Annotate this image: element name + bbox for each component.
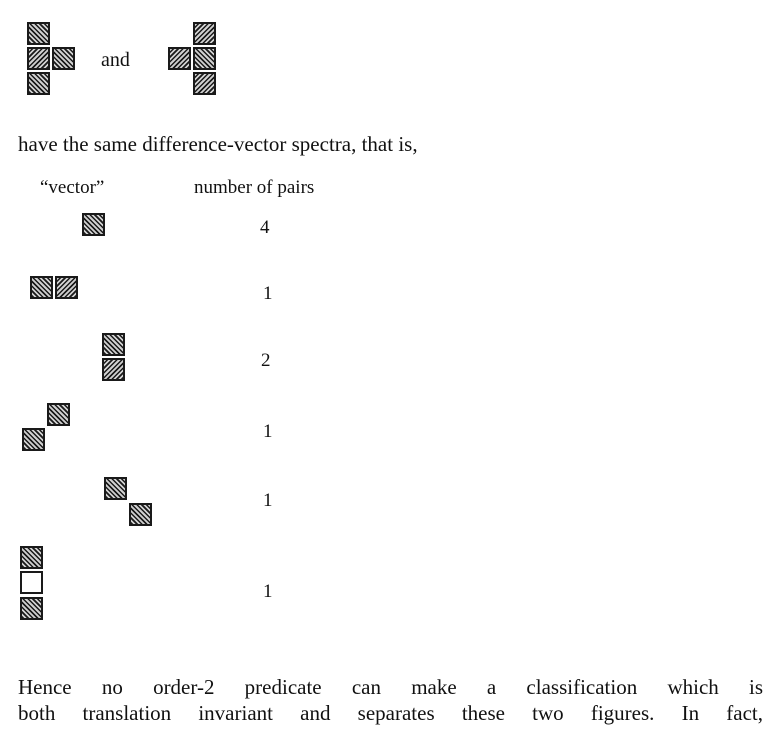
vector-cell: [102, 358, 125, 381]
figure-left-cell: [52, 47, 75, 70]
pair-count: 4: [260, 217, 270, 238]
vector-cell: [20, 597, 43, 620]
vector-cell: [20, 546, 43, 569]
pair-count: 2: [261, 350, 271, 371]
vector-cell: [55, 276, 78, 299]
paragraph-line-2: both translation invariant and separates these two figures. In fact,: [18, 701, 763, 725]
figure-left-cell: [27, 72, 50, 95]
figure-right-cell: [193, 22, 216, 45]
paragraph-line-1: Hence no order-2 predicate can make a classification which is: [18, 675, 763, 699]
vector-cell: [104, 477, 127, 500]
pair-count: 1: [263, 421, 273, 442]
connector-text: and: [101, 49, 130, 71]
pairs-column-header: number of pairs: [194, 177, 315, 198]
intro-line: have the same difference-vector spectra, that is,: [18, 132, 418, 156]
figure-right-cell: [193, 72, 216, 95]
figure-left-cell: [27, 22, 50, 45]
vector-cell: [30, 276, 53, 299]
figure-right-cell: [168, 47, 191, 70]
vector-cell: [129, 503, 152, 526]
figure-left-cell: [27, 47, 50, 70]
pair-count: 1: [263, 283, 273, 304]
pair-count: 1: [263, 490, 273, 511]
vector-cell: [47, 403, 70, 426]
pair-count: 1: [263, 581, 273, 602]
figure-right-cell: [193, 47, 216, 70]
vector-cell: [102, 333, 125, 356]
vector-cell: [82, 213, 105, 236]
vector-cell: [22, 428, 45, 451]
vector-gap-cell: [20, 571, 43, 594]
vector-column-header: “vector”: [40, 177, 105, 198]
